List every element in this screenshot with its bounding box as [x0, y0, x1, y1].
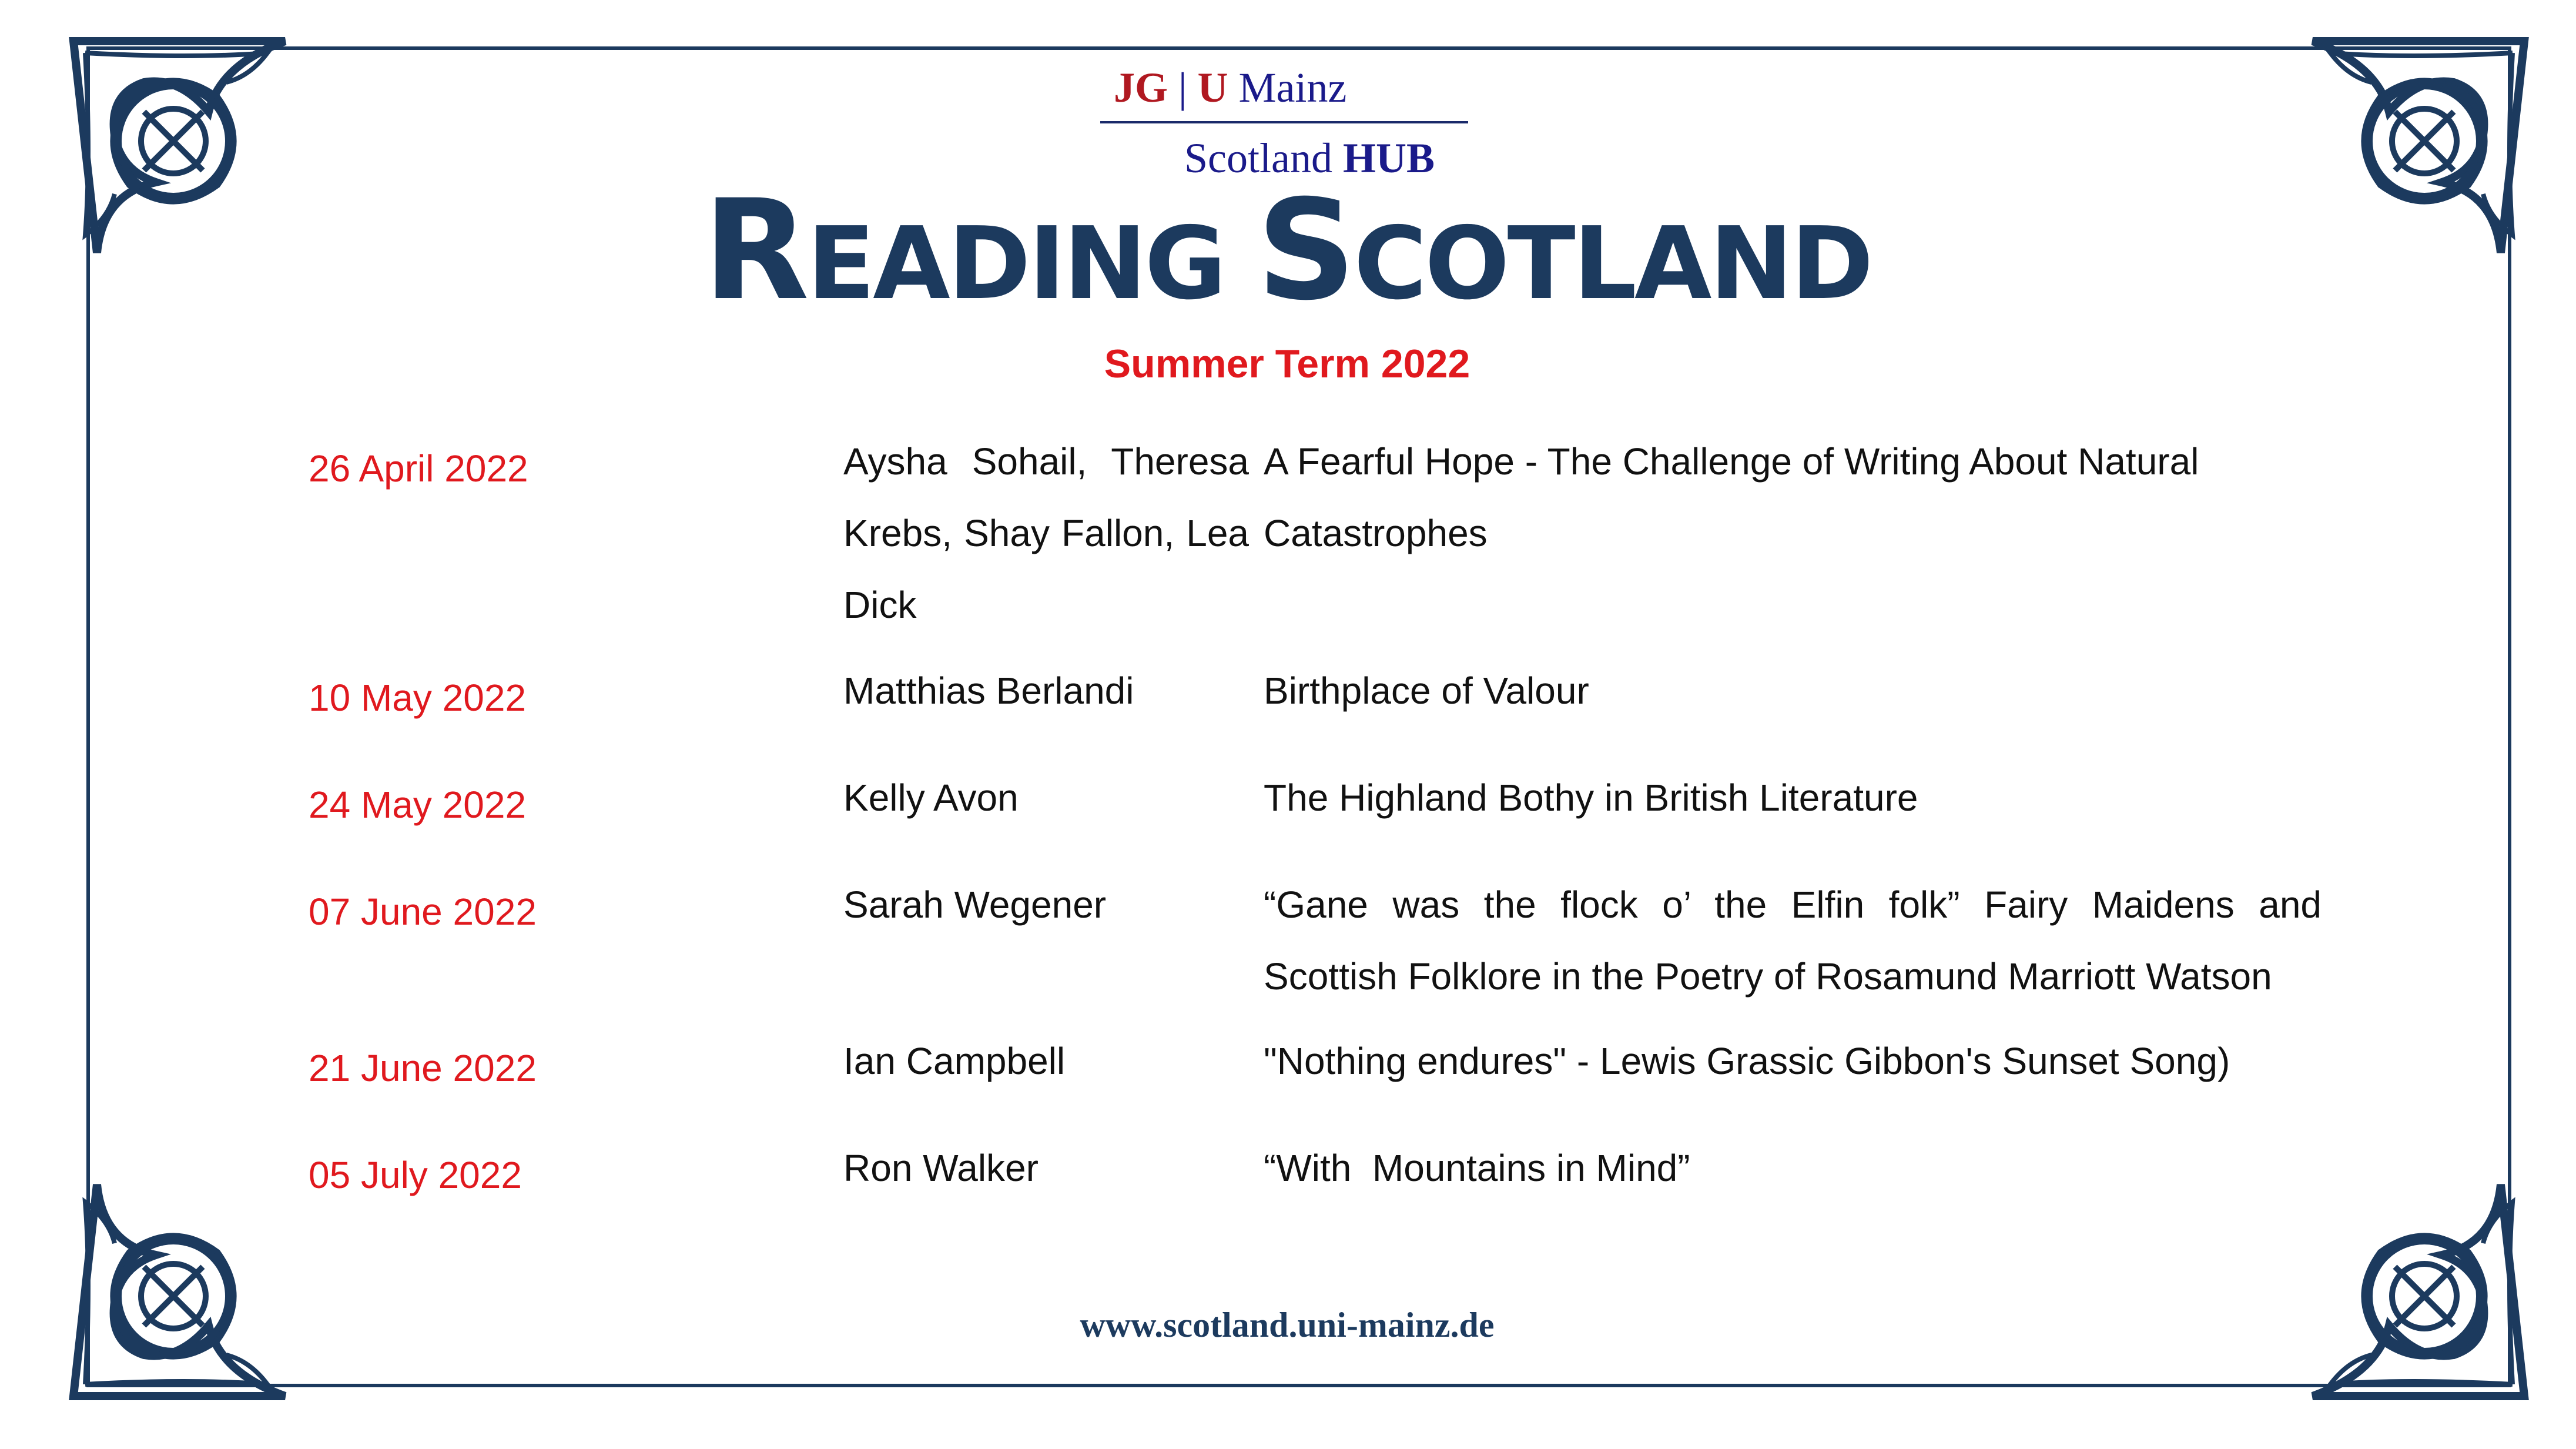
event-speaker: Sarah Wegener [843, 884, 1107, 926]
event-date: 05 July 2022 [309, 1154, 522, 1196]
logo-mainz: Mainz [1238, 64, 1347, 111]
event-date: 07 June 2022 [309, 891, 537, 933]
logo-divider [1100, 121, 1468, 123]
event-speaker: Ian Campbell [843, 1040, 1066, 1082]
page-title [688, 170, 1887, 331]
title-initial-r: R [703, 170, 808, 331]
event-speaker: Aysha Sohail, Theresa Krebs, Shay Fallon, Lea Dick [843, 440, 1249, 626]
event-date: 10 May 2022 [309, 677, 527, 719]
logo-u: U [1197, 64, 1228, 111]
title-initial-s: S [1257, 170, 1354, 331]
event-talk-title: A Fearful Hope - The Challenge of Writing About Natural Catastrophes [1264, 440, 2199, 554]
event-talk-title: Birthplace of Valour [1264, 670, 1589, 712]
title-word-reading: EADING [807, 206, 1224, 322]
celtic-knot-corner-top-right-icon [2313, 41, 2524, 253]
event-speaker: Ron Walker [843, 1147, 1039, 1189]
celtic-knot-corner-top-left-icon [73, 41, 285, 253]
logo-separator: | [1178, 64, 1187, 111]
logo-jg: JG [1114, 64, 1168, 111]
celtic-knot-corner-bottom-left-icon [73, 1184, 285, 1396]
title-word-scotland: COTLAND [1354, 206, 1871, 322]
event-speaker: Matthias Berlandi [843, 670, 1134, 712]
university-logo-name [1114, 63, 1346, 112]
event-date: 24 May 2022 [309, 784, 527, 826]
event-date: 21 June 2022 [309, 1047, 537, 1089]
logo-hub: HUB [1342, 135, 1435, 182]
event-speaker: Kelly Avon [843, 777, 1019, 819]
event-talk-title: “Gane was the flock o’ the Elfin folk” Fairy Maidens and Scottish Folklore in the Poetry of Rosamund Marriott Watson [1264, 884, 2322, 998]
website-url: www.scotland.uni-mainz.de [1080, 1306, 1495, 1344]
term-subtitle: Summer Term 2022 [1104, 342, 1470, 386]
celtic-knot-corner-bottom-right-icon [2313, 1184, 2524, 1396]
event-talk-title: “With Mountains in Mind” [1264, 1147, 1690, 1189]
event-talk-title: "Nothing endures" - Lewis Grassic Gibbon's Sunset Song) [1264, 1040, 2230, 1082]
event-talk-title: The Highland Bothy in British Literature [1264, 777, 1918, 819]
event-date: 26 April 2022 [309, 447, 528, 490]
logo-scotland: Scotland [1184, 135, 1332, 182]
